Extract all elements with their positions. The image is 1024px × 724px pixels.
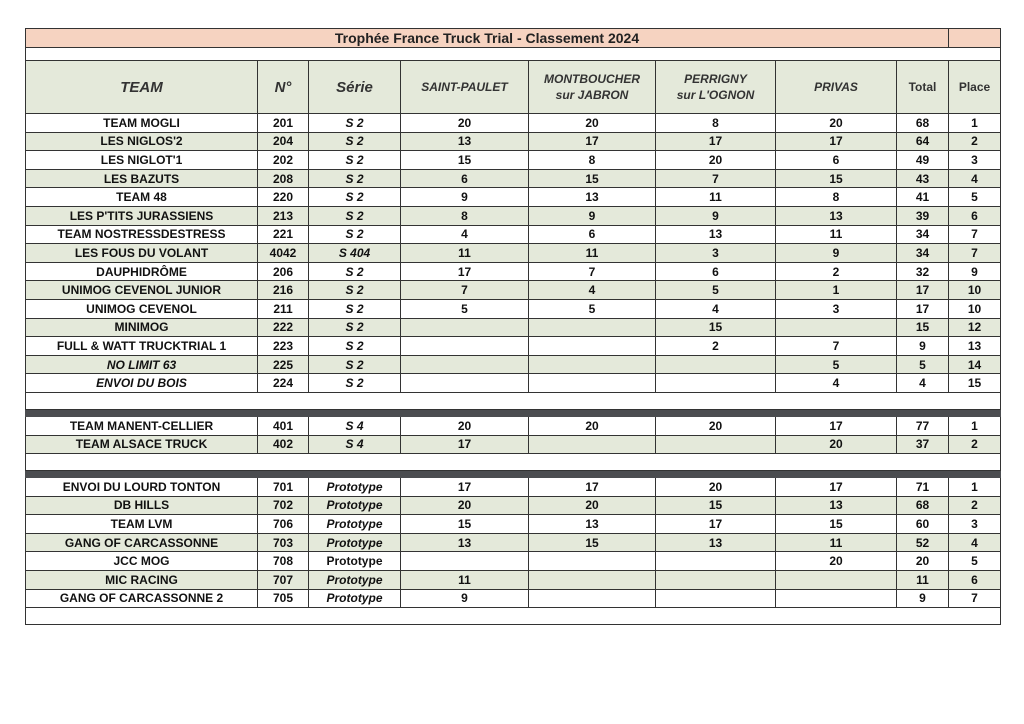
privas-cell: 9 [776,244,897,263]
montboucher-cell [529,552,656,571]
team-cell: LES FOUS DU VOLANT [26,244,258,263]
table-row [26,533,1001,552]
header-place: Place [949,61,1001,114]
saint-paulet-cell: 13 [401,533,529,552]
place-cell: 6 [949,206,1001,225]
montboucher-cell: 7 [529,262,656,281]
header-perrigny [656,61,776,114]
perrigny-cell: 20 [656,151,776,170]
perrigny-cell [656,571,776,590]
number-cell: 702 [258,496,309,515]
serie-cell: S 2 [309,206,401,225]
number-cell: 225 [258,355,309,374]
team-cell: TEAM LVM [26,515,258,534]
total-cell: 20 [897,552,949,571]
number-cell: 208 [258,169,309,188]
table-row [26,188,1001,207]
table-row [26,374,1001,393]
serie-cell: S 4 [309,416,401,435]
total-cell: 34 [897,244,949,263]
header-total: Total [897,61,949,114]
team-cell: TEAM MOGLI [26,114,258,133]
total-cell: 5 [897,355,949,374]
serie-cell: Prototype [309,478,401,497]
perrigny-cell [656,374,776,393]
team-cell: FULL & WATT TRUCKTRIAL 1 [26,337,258,356]
privas-cell: 15 [776,515,897,534]
serie-cell: S 2 [309,299,401,318]
montboucher-cell [529,589,656,608]
total-cell: 64 [897,132,949,151]
number-cell: 703 [258,533,309,552]
table-row [26,244,1001,263]
total-cell: 9 [897,337,949,356]
privas-cell: 20 [776,114,897,133]
title-side-cell [949,29,1001,48]
number-cell: 221 [258,225,309,244]
privas-cell: 20 [776,552,897,571]
serie-cell: S 2 [309,114,401,133]
place-cell: 1 [949,416,1001,435]
number-cell: 701 [258,478,309,497]
montboucher-cell: 13 [529,188,656,207]
perrigny-cell: 11 [656,188,776,207]
header-team: TEAM [26,61,258,114]
perrigny-cell: 17 [656,132,776,151]
perrigny-cell: 17 [656,515,776,534]
header-number: N° [258,61,309,114]
saint-paulet-cell: 13 [401,132,529,151]
number-cell: 402 [258,435,309,454]
team-cell: TEAM ALSACE TRUCK [26,435,258,454]
team-cell: TEAM MANENT-CELLIER [26,416,258,435]
header-row [26,61,1001,114]
montboucher-cell: 6 [529,225,656,244]
total-cell: 17 [897,281,949,300]
header-montboucher-line1: MONTBOUCHER [544,72,640,86]
montboucher-cell: 4 [529,281,656,300]
serie-cell: S 2 [309,132,401,151]
table-row [26,318,1001,337]
place-cell: 7 [949,589,1001,608]
team-cell: DB HILLS [26,496,258,515]
serie-cell: S 2 [309,225,401,244]
serie-cell: Prototype [309,496,401,515]
privas-cell: 2 [776,262,897,281]
privas-cell [776,318,897,337]
perrigny-cell: 2 [656,337,776,356]
serie-cell: Prototype [309,571,401,590]
number-cell: 211 [258,299,309,318]
team-cell: LES P'TITS JURASSIENS [26,206,258,225]
number-cell: 705 [258,589,309,608]
team-cell: MINIMOG [26,318,258,337]
perrigny-cell: 15 [656,496,776,515]
saint-paulet-cell [401,318,529,337]
place-cell: 6 [949,571,1001,590]
saint-paulet-cell: 11 [401,244,529,263]
number-cell: 708 [258,552,309,571]
saint-paulet-cell: 17 [401,435,529,454]
team-cell: UNIMOG CEVENOL [26,299,258,318]
saint-paulet-cell [401,337,529,356]
team-cell: NO LIMIT 63 [26,355,258,374]
serie-cell: S 2 [309,374,401,393]
montboucher-cell: 15 [529,169,656,188]
number-cell: 204 [258,132,309,151]
total-cell: 17 [897,299,949,318]
privas-cell: 3 [776,299,897,318]
total-cell: 34 [897,225,949,244]
number-cell: 4042 [258,244,309,263]
perrigny-cell: 13 [656,225,776,244]
privas-cell [776,571,897,590]
privas-cell: 6 [776,151,897,170]
saint-paulet-cell: 5 [401,299,529,318]
team-cell: GANG OF CARCASSONNE 2 [26,589,258,608]
table-row [26,552,1001,571]
serie-cell: Prototype [309,552,401,571]
total-cell: 41 [897,188,949,207]
place-cell: 10 [949,299,1001,318]
privas-cell: 4 [776,374,897,393]
perrigny-cell: 7 [656,169,776,188]
team-cell: TEAM NOSTRESSDESTRESS [26,225,258,244]
header-privas: PRIVAS [776,61,897,114]
montboucher-cell [529,337,656,356]
header-serie: Série [309,61,401,114]
place-cell: 2 [949,496,1001,515]
table-row [26,281,1001,300]
group-separator [26,409,1001,416]
privas-cell [776,589,897,608]
saint-paulet-cell: 20 [401,496,529,515]
serie-cell: Prototype [309,589,401,608]
saint-paulet-cell: 9 [401,589,529,608]
privas-cell: 1 [776,281,897,300]
table-row [26,435,1001,454]
place-cell: 10 [949,281,1001,300]
perrigny-cell: 9 [656,206,776,225]
perrigny-cell [656,435,776,454]
table-row [26,571,1001,590]
saint-paulet-cell: 20 [401,416,529,435]
perrigny-cell: 6 [656,262,776,281]
perrigny-cell: 15 [656,318,776,337]
table-row [26,225,1001,244]
privas-cell: 11 [776,533,897,552]
saint-paulet-cell: 15 [401,151,529,170]
header-montboucher [529,61,656,114]
total-cell: 68 [897,496,949,515]
place-cell: 3 [949,151,1001,170]
total-cell: 37 [897,435,949,454]
team-cell: LES NIGLOT'1 [26,151,258,170]
privas-cell: 8 [776,188,897,207]
table-row [26,589,1001,608]
saint-paulet-cell: 6 [401,169,529,188]
privas-cell: 17 [776,478,897,497]
perrigny-cell: 4 [656,299,776,318]
number-cell: 220 [258,188,309,207]
serie-cell: S 2 [309,262,401,281]
total-cell: 11 [897,571,949,590]
table-row [26,416,1001,435]
montboucher-cell [529,355,656,374]
serie-cell: Prototype [309,515,401,534]
montboucher-cell: 20 [529,496,656,515]
number-cell: 213 [258,206,309,225]
perrigny-cell: 8 [656,114,776,133]
header-perrigny-line2: sur L'OGNON [676,88,755,102]
table-row [26,114,1001,133]
saint-paulet-cell: 9 [401,188,529,207]
table-bottom-row [26,608,1001,625]
montboucher-cell: 8 [529,151,656,170]
classement-sheet [25,28,1000,625]
montboucher-cell: 9 [529,206,656,225]
privas-cell: 20 [776,435,897,454]
number-cell: 202 [258,151,309,170]
number-cell: 206 [258,262,309,281]
ranking-table [25,28,1001,625]
perrigny-cell [656,355,776,374]
privas-cell: 13 [776,496,897,515]
serie-cell: S 2 [309,337,401,356]
number-cell: 224 [258,374,309,393]
total-cell: 60 [897,515,949,534]
header-saint-paulet: SAINT-PAULET [401,61,529,114]
number-cell: 401 [258,416,309,435]
saint-paulet-cell [401,552,529,571]
group-gap-row [26,392,1001,409]
saint-paulet-cell [401,374,529,393]
saint-paulet-cell: 17 [401,478,529,497]
team-cell: TEAM 48 [26,188,258,207]
place-cell: 2 [949,132,1001,151]
header-perrigny-line1: PERRIGNY [684,72,747,86]
saint-paulet-cell: 11 [401,571,529,590]
table-row [26,169,1001,188]
privas-cell: 17 [776,132,897,151]
place-cell: 4 [949,169,1001,188]
place-cell: 5 [949,188,1001,207]
group-separator [26,471,1001,478]
perrigny-cell: 3 [656,244,776,263]
total-cell: 77 [897,416,949,435]
table-row [26,355,1001,374]
place-cell: 4 [949,533,1001,552]
saint-paulet-cell: 20 [401,114,529,133]
number-cell: 216 [258,281,309,300]
total-cell: 39 [897,206,949,225]
saint-paulet-cell: 17 [401,262,529,281]
montboucher-cell: 13 [529,515,656,534]
montboucher-cell: 20 [529,416,656,435]
saint-paulet-cell: 4 [401,225,529,244]
privas-cell: 15 [776,169,897,188]
privas-cell: 17 [776,416,897,435]
header-montboucher-line2: sur JABRON [555,88,629,102]
number-cell: 706 [258,515,309,534]
team-cell: JCC MOG [26,552,258,571]
montboucher-cell: 17 [529,478,656,497]
perrigny-cell: 20 [656,478,776,497]
title-row [26,29,1001,48]
team-cell: LES NIGLOS'2 [26,132,258,151]
serie-cell: S 2 [309,151,401,170]
perrigny-cell [656,589,776,608]
privas-cell: 13 [776,206,897,225]
serie-cell: S 4 [309,435,401,454]
table-row [26,262,1001,281]
table-row [26,132,1001,151]
total-cell: 43 [897,169,949,188]
place-cell: 15 [949,374,1001,393]
total-cell: 15 [897,318,949,337]
team-cell: LES BAZUTS [26,169,258,188]
montboucher-cell [529,374,656,393]
saint-paulet-cell: 7 [401,281,529,300]
perrigny-cell [656,552,776,571]
place-cell: 13 [949,337,1001,356]
total-cell: 71 [897,478,949,497]
place-cell: 5 [949,552,1001,571]
table-row [26,337,1001,356]
montboucher-cell [529,571,656,590]
serie-cell: S 2 [309,188,401,207]
place-cell: 7 [949,244,1001,263]
number-cell: 223 [258,337,309,356]
group-gap-row [26,454,1001,471]
table-row [26,515,1001,534]
montboucher-cell: 5 [529,299,656,318]
serie-cell: S 2 [309,318,401,337]
place-cell: 7 [949,225,1001,244]
perrigny-cell: 13 [656,533,776,552]
total-cell: 49 [897,151,949,170]
team-cell: ENVOI DU BOIS [26,374,258,393]
team-cell: GANG OF CARCASSONNE [26,533,258,552]
team-cell: ENVOI DU LOURD TONTON [26,478,258,497]
montboucher-cell: 15 [529,533,656,552]
place-cell: 3 [949,515,1001,534]
team-cell: DAUPHIDRÔME [26,262,258,281]
team-cell: UNIMOG CEVENOL JUNIOR [26,281,258,300]
privas-cell: 7 [776,337,897,356]
place-cell: 1 [949,114,1001,133]
total-cell: 9 [897,589,949,608]
number-cell: 201 [258,114,309,133]
saint-paulet-cell: 8 [401,206,529,225]
montboucher-cell [529,435,656,454]
page-title: Trophée France Truck Trial - Classement 2024 [26,29,949,48]
privas-cell: 5 [776,355,897,374]
number-cell: 222 [258,318,309,337]
perrigny-cell: 20 [656,416,776,435]
place-cell: 1 [949,478,1001,497]
saint-paulet-cell: 15 [401,515,529,534]
montboucher-cell [529,318,656,337]
team-cell: MIC RACING [26,571,258,590]
perrigny-cell: 5 [656,281,776,300]
place-cell: 14 [949,355,1001,374]
place-cell: 9 [949,262,1001,281]
place-cell: 12 [949,318,1001,337]
table-row [26,206,1001,225]
montboucher-cell: 20 [529,114,656,133]
serie-cell: S 404 [309,244,401,263]
table-row [26,478,1001,497]
total-cell: 68 [897,114,949,133]
privas-cell: 11 [776,225,897,244]
serie-cell: S 2 [309,355,401,374]
montboucher-cell: 17 [529,132,656,151]
total-cell: 52 [897,533,949,552]
table-row [26,496,1001,515]
total-cell: 4 [897,374,949,393]
number-cell: 707 [258,571,309,590]
total-cell: 32 [897,262,949,281]
saint-paulet-cell [401,355,529,374]
serie-cell: S 2 [309,169,401,188]
serie-cell: S 2 [309,281,401,300]
montboucher-cell: 11 [529,244,656,263]
table-row [26,151,1001,170]
spacer-row [26,48,1001,61]
serie-cell: Prototype [309,533,401,552]
place-cell: 2 [949,435,1001,454]
table-row [26,299,1001,318]
